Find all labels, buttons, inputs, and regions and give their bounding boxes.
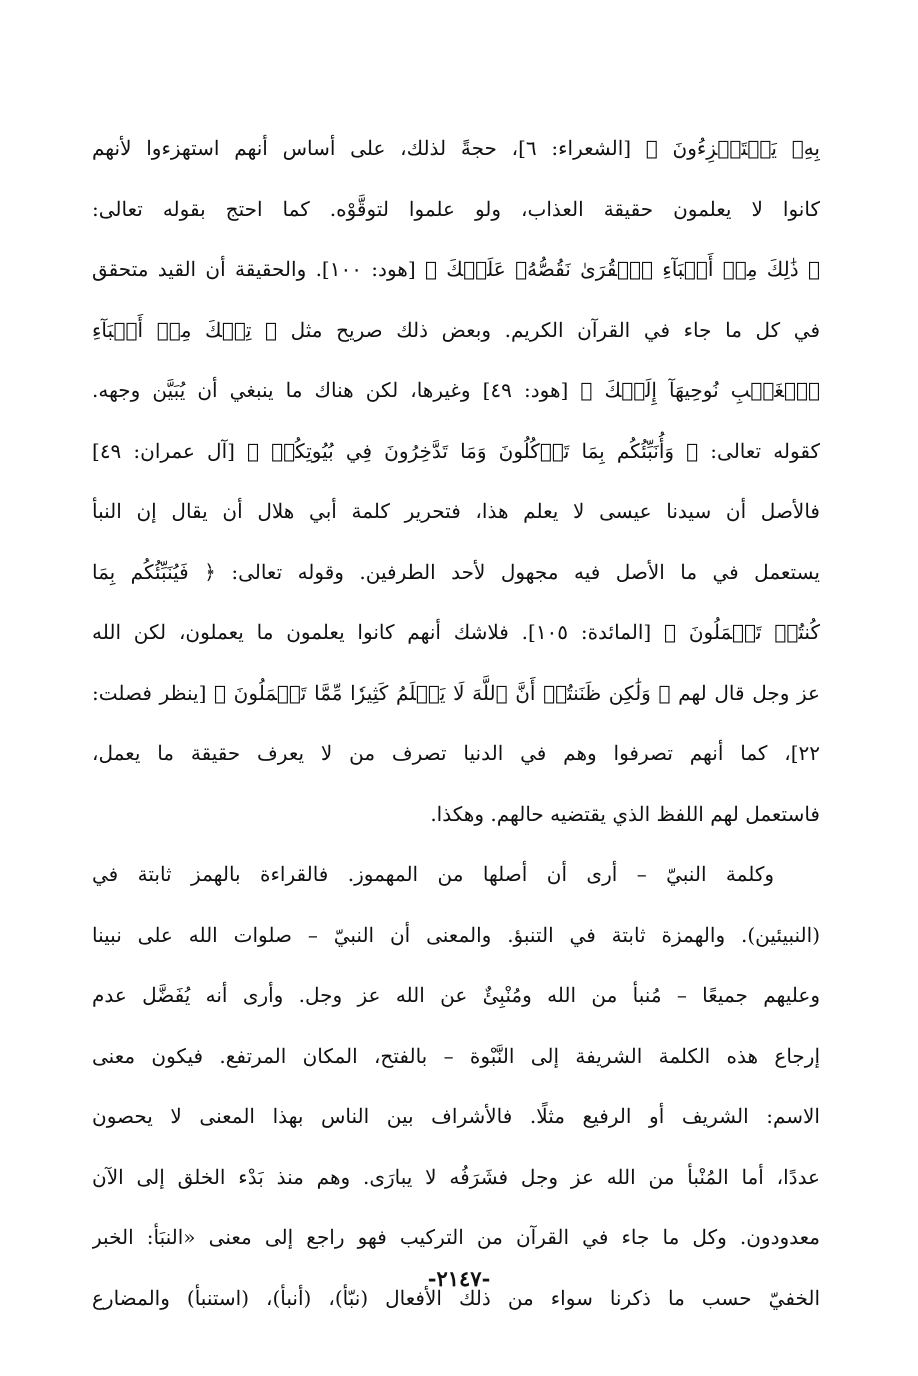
text-line: (النبيئين). والهمزة ثابتة في التنبؤ. والمعنى أن النبيّ – صلوات الله على نبينا <box>92 922 820 947</box>
text-line: إرجاع هذه الكلمة الشريفة إلى النَّبْوة – بالفتح، المكان المرتفع. فيكون معنى <box>92 1043 820 1068</box>
text-line: فالأصل أن سيدنا عيسى لا يعلم هذا، فتحرير كلمة أبي هلال أن يقال إن النبأ <box>92 499 820 523</box>
page-number: -٢١٤٧- <box>427 1266 491 1291</box>
text-line: كانوا لا يعلمون حقيقة العذاب، ولو علموا لتوقَّوْه. كما احتج بقوله تعالى: <box>92 196 820 221</box>
text-line: عددًا، أما المُنْبأ من الله عز وجل فشَرَفُه لا يبارَى. وهم منذ بَدْء الخلق إلى الآن <box>92 1164 820 1189</box>
text-line: يستعمل في ما الأصل فيه مجهول لأحد الطرفين. وقوله تعالى: ﴿ فَيُنَبِّئُكُم بِمَا <box>92 559 820 584</box>
text-line: فاستعمل لهم اللفظ الذي يقتضيه حالهم. وهكذا. <box>430 801 820 826</box>
text-line: وعليهم جميعًا – مُنبأ من الله ومُنْبِئٌ عن الله عز وجل. وأرى أنه يُفَضَّل عدم <box>92 983 820 1007</box>
text-line: ٱلۡغَيۡبِ نُوحِيهَآ إِلَيۡكَ ﴾ [هود: ٤٩] وغيرها، لكن هناك ما ينبغي أن يُبَيَّن وجهه. <box>92 378 820 402</box>
text-line: وكلمة النبيّ – أرى أن أصلها من المهموز. فالقراءة بالهمز ثابتة في <box>92 862 774 886</box>
text-line: بِهِۦ يَسۡتَهۡزِءُونَ ﴾ [الشعراء: ٦]، حجةً لذلك، على أساس أنهم استهزءوا لأنهم <box>92 136 820 160</box>
text-line: الاسم: الشريف أو الرفيع مثلًا. فالأشراف بين الناس بهذا المعنى لا يحصون <box>92 1104 820 1128</box>
text-line: عز وجل قال لهم ﴿ وَلَٰكِن ظَنَنتُمۡ أَنَّ ٱللَّهَ لَا يَعۡلَمُ كَثِيرٗا مِّمَّا تَعۡمَلُونَ ﴾ [ينظر فصلت: <box>92 680 820 705</box>
text-line: كقوله تعالى: ﴿ وَأُنَبِّئُكُم بِمَا تَأۡكُلُونَ وَمَا تَدَّخِرُونَ فِي بُيُوتِكُمۡ ﴾ [آل عمران: ٤٩] <box>92 438 820 463</box>
text-line: معدودون. وكل ما جاء في القرآن من التركيب فهو راجع إلى معنى «النبَأ: الخبر <box>92 1225 820 1249</box>
text-line: ﴿ ذَٰلِكَ مِنۡ أَنۢبَآءِ ٱلۡقُرَىٰ نَقُصُّهُۥ عَلَيۡكَ ﴾ [هود: ١٠٠]. والحقيقة أن القيد متحقق <box>92 257 820 281</box>
body-text <box>92 118 820 1328</box>
text-line: كُنتُمۡ تَعۡمَلُونَ ﴾ [المائدة: ١٠٥]. فلاشك أنهم كانوا يعلمون ما يعملون، لكن الله <box>92 620 820 644</box>
text-line: في كل ما جاء في القرآن الكريم. وبعض ذلك صريح مثل ﴿ تِلۡكَ مِنۡ أَنۢبَآءِ <box>92 317 820 342</box>
text-line: الخفيّ حسب ما ذكرنا سواء من ذلك الأفعال (نبّأ)، (أنبأ)، (استنبأ) والمضارع <box>92 1285 820 1310</box>
text-line: ٢٢]، كما أنهم تصرفوا وهم في الدنيا تصرف من لا يعرف حقيقة ما يعمل، <box>92 741 820 765</box>
